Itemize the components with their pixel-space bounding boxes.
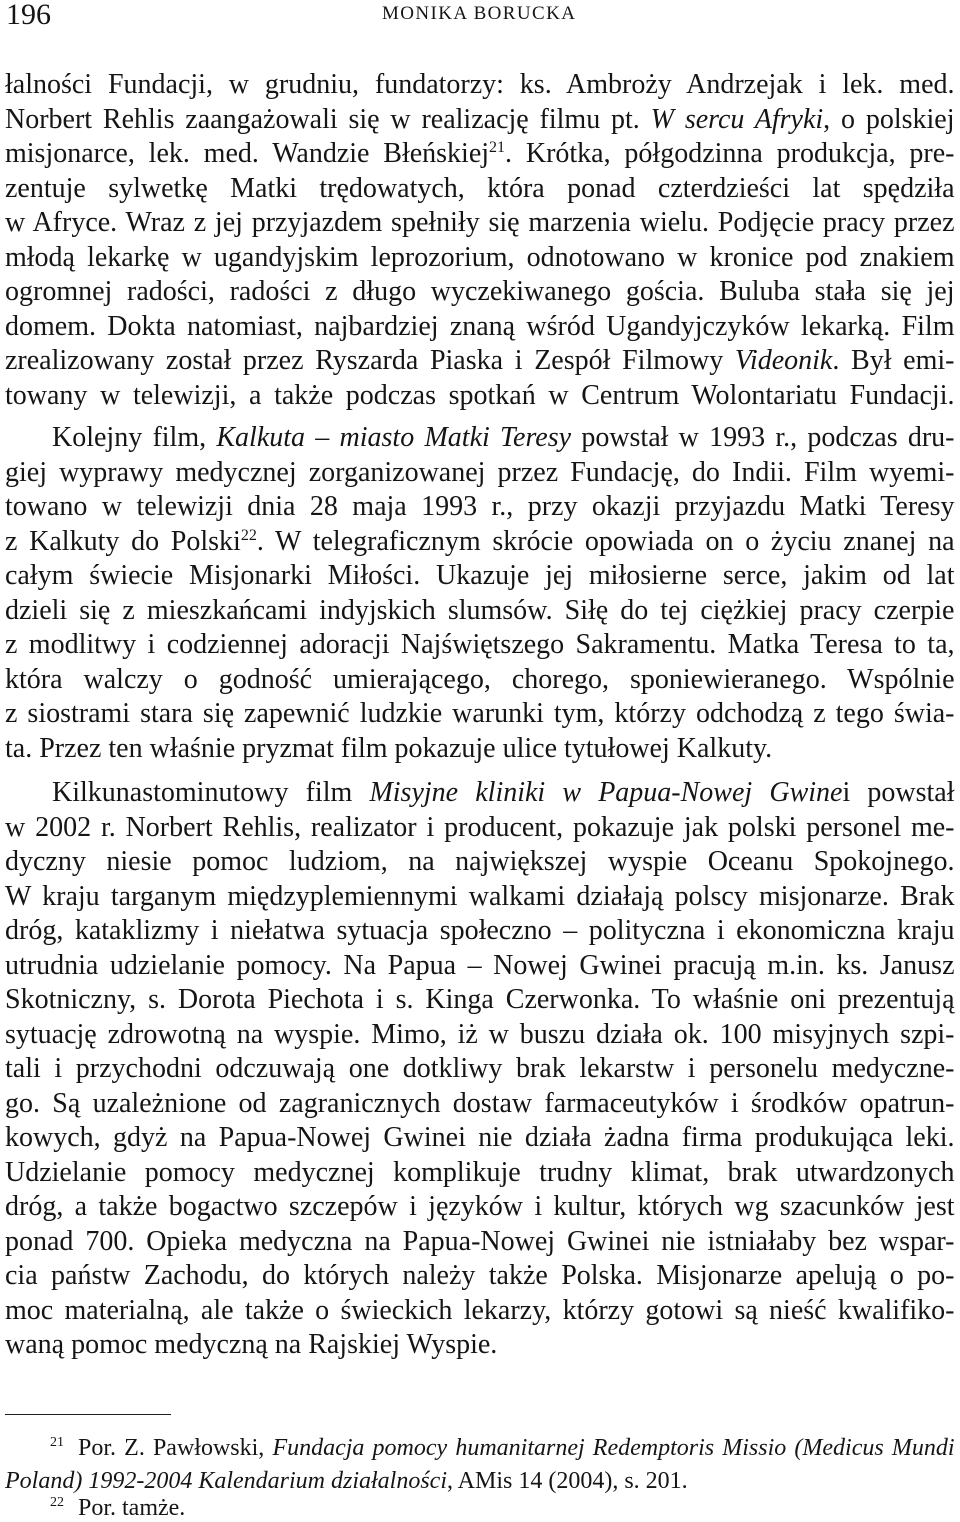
text-line bbox=[5, 103, 955, 138]
text-line bbox=[5, 525, 955, 560]
film-title: Kalkuta – miasto Matki Teresy bbox=[216, 422, 572, 453]
text-segment: , o polskiej bbox=[823, 103, 955, 135]
paragraph-3 bbox=[5, 776, 955, 1363]
cited-title: Poland) 1992-2004 Kalendarium działalności bbox=[5, 1468, 447, 1494]
text-segment: Norbert Rehlis zaangażowali się w realizację filmu pt. bbox=[5, 103, 651, 135]
text-line: Udzielanie pomocy medycznej komplikuje trudny klimat, brak utwardzonych bbox=[5, 1156, 955, 1188]
footnote-text: Por. tamże. bbox=[78, 1495, 186, 1521]
footnote-reference: 21 bbox=[489, 139, 506, 156]
footnote-22 bbox=[50, 1495, 955, 1521]
film-title: Misyjne kliniki w Papua-Nowej Gwine bbox=[369, 777, 843, 808]
text-line bbox=[52, 421, 955, 456]
text-line: domem. Dokta natomiast, najbardziej znaną wśród Ugandyjczyków lekarką. Film bbox=[5, 310, 955, 342]
text-line: cia państw Zachodu, do których należy także Polska. Misjonarze apelują o po- bbox=[5, 1260, 955, 1291]
text-line: utrudnia udzielanie pomocy. Na Papua – Nowej Gwinei pracują m.in. ks. Janusz bbox=[5, 949, 955, 981]
footnote-separator bbox=[5, 1414, 171, 1415]
text-line: całym świecie Misjonarki Miłości. Ukazuje jej miłosierne serce, jakim od lat bbox=[5, 560, 955, 591]
film-studio-name: Videonik bbox=[734, 345, 833, 376]
text-line: w Afryce. Wraz z jej przyjazdem spełniły się marzenia wielu. Podjęcie pracy przez bbox=[5, 207, 955, 238]
footnote-21-line bbox=[5, 1468, 955, 1494]
text-line: tali i przychodni odczuwają one dotkliwy brak lekarstw i personelu medyczne- bbox=[5, 1053, 955, 1084]
text-segment: . Krótka, półgodzinna produkcja, pre- bbox=[505, 138, 955, 169]
text-segment: z Kalkuty do Polski bbox=[5, 525, 241, 557]
text-line: towany w telewizji, a także podczas spotkań w Centrum Wolontariatu Fundacji. bbox=[5, 379, 955, 411]
text-line: go. Są uzależnione od zagranicznych dostaw farmaceutyków i środków opatrun- bbox=[5, 1087, 955, 1119]
text-line bbox=[5, 344, 955, 379]
paragraph-2 bbox=[5, 421, 955, 766]
text-line: dróg, a także bogactwo szczepów i języków i kultur, których wg szacunków jest bbox=[5, 1191, 955, 1222]
text-segment: zrealizowany został przez Ryszarda Piaska i Zespół Filmowy bbox=[5, 345, 735, 376]
text-line bbox=[52, 776, 955, 811]
footnote-marker: 22 bbox=[50, 1495, 64, 1510]
footnote-21-line bbox=[50, 1435, 955, 1461]
text-line: z siostrami stara się zapewnić ludzkie warunki tym, którzy odchodzą z tego świa- bbox=[5, 698, 955, 729]
text-line: ogromnej radości, radości z długo wyczekiwanego gościa. Buluba stała się jej bbox=[5, 276, 955, 307]
text-line: która walczy o godność umierającego, chorego, sponiewieranego. Wspólnie bbox=[5, 663, 955, 695]
text-line: kowych, gdyż na Papua-Nowej Gwinei nie działa żadna firma produkująca leki. bbox=[5, 1122, 955, 1153]
text-line: w 2002 r. Norbert Rehlis, realizator i producent, pokazuje jak polski personel me- bbox=[5, 811, 955, 843]
cited-title: Fundacja pomocy humanitarnej Redemptoris Missio (Medicus Mundi bbox=[272, 1435, 955, 1461]
text-line: moc materialną, ale także o świeckich lekarzy, którzy gotowi są nieść kwalifiko- bbox=[5, 1294, 955, 1326]
text-line: z modlitwy i codziennej adoracji Najświętszego Sakramentu. Matka Teresa to ta, bbox=[5, 629, 955, 660]
text-segment: . W telegraficznym skrócie opowiada on o życiu znanej na bbox=[256, 525, 955, 557]
text-line: dyczny niesie pomoc ludziom, na największej wyspie Oceanu Spokojnego. bbox=[5, 846, 955, 877]
text-line: dróg, kataklizmy i niełatwa sytuacja społeczno – polityczna i ekonomiczna kraju bbox=[5, 915, 955, 946]
text-line: zentuje sylwetkę Matki trędowatych, która ponad czterdzieści lat spędziła bbox=[5, 172, 955, 204]
text-segment: misjonarce, lek. med. Wandzie Błeńskiej bbox=[5, 138, 490, 169]
page-number: 196 bbox=[6, 0, 51, 31]
text-line: W kraju targanym międzyplemiennymi walkami działają polscy misjonarze. Brak bbox=[5, 880, 955, 912]
text-line: towano w telewizji dnia 28 maja 1993 r., przy okazji przyjazdu Matki Teresy bbox=[5, 491, 955, 522]
footnote-reference: 22 bbox=[240, 526, 257, 544]
footnote-marker: 21 bbox=[50, 1435, 64, 1450]
text-segment: i powstał bbox=[842, 777, 955, 808]
text-line: giej wyprawy medycznej zorganizowanej przez Fundację, do Indii. Film wyemi- bbox=[5, 456, 955, 488]
film-title: W sercu Afryki bbox=[650, 103, 824, 135]
text-line: ponad 700. Opieka medyczna na Papua-Nowej Gwinei nie istniałaby bez wspar- bbox=[5, 1225, 955, 1257]
text-line bbox=[5, 137, 955, 172]
text-line: sytuację zdrowotną na wyspie. Mimo, iż w buszu działa ok. 100 misyjnych szpi- bbox=[5, 1018, 955, 1050]
paragraph-1 bbox=[5, 68, 955, 413]
text-line: ta. Przez ten właśnie pryzmat film pokazuje ulice tytułowej Kalkuty. bbox=[5, 732, 773, 764]
text-segment: . Był emi- bbox=[832, 345, 955, 376]
text-line: młodą lekarkę w ugandyjskim leprozorium, odnotowano w kronice pod znakiem bbox=[5, 241, 955, 273]
text-segment: Kilkunastominutowy film bbox=[52, 777, 370, 808]
text-line: łalności Fundacji, w grudniu, fundatorzy: ks. Ambroży Andrzejak i lek. med. bbox=[5, 69, 955, 100]
running-head: MONIKA BORUCKA bbox=[382, 3, 577, 24]
text-line: dzieli się z mieszkańcami indyjskich slumsów. Siłę do tej ciężkiej pracy czerpie bbox=[5, 594, 955, 626]
text-line: Skotniczny, s. Dorota Piechota i s. Kinga Czerwonka. To właśnie oni prezentują bbox=[5, 984, 955, 1015]
footnote-text: Por. Z. Pawłowski, bbox=[78, 1435, 273, 1461]
text-segment: Kolejny film, bbox=[52, 422, 217, 453]
text-line: waną pomoc medyczną na Rajskiej Wyspie. bbox=[5, 1329, 498, 1360]
text-segment: powstał w 1993 r., podczas dru- bbox=[571, 422, 955, 453]
footnote-text: , AMis 14 (2004), s. 201. bbox=[446, 1468, 688, 1494]
